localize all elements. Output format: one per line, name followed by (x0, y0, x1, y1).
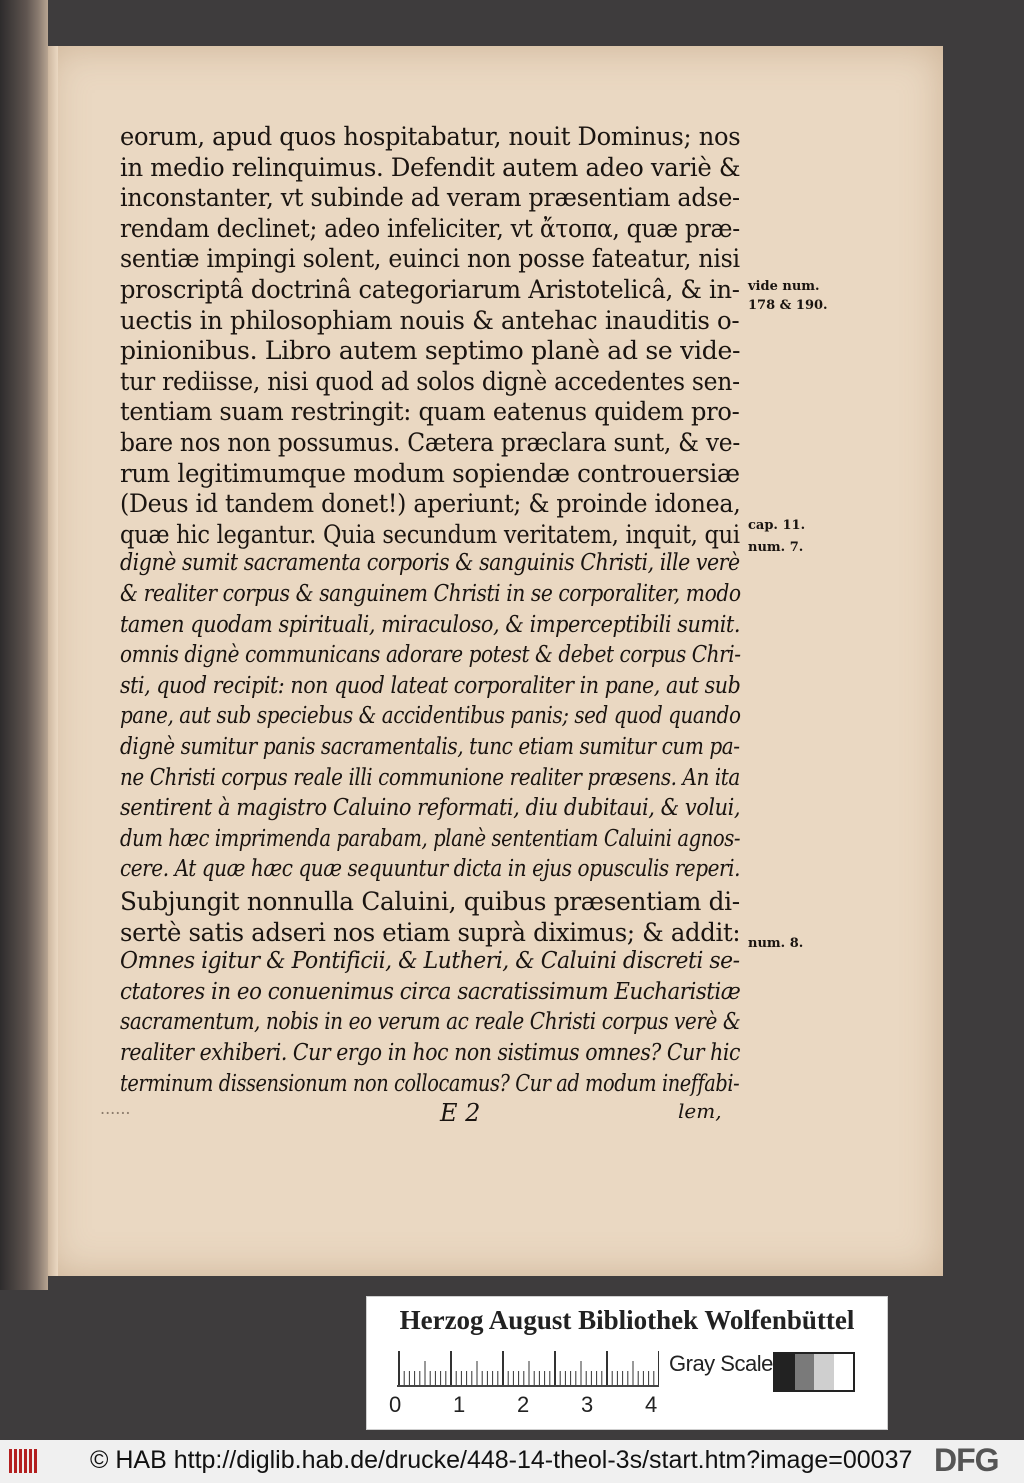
gray-swatch (834, 1354, 854, 1390)
library-name: Herzog August Bibliothek Wolfenbüttel (399, 1305, 855, 1335)
text-line: ne Christi corpus reale illi communione realiter præsens. An ita (120, 764, 740, 791)
book-page (48, 46, 943, 1276)
gray-swatch (795, 1354, 815, 1390)
margin-note: vide num. (748, 279, 820, 294)
text-line: sti, quod recipit: non quod lateat corporaliter in pane, aut sub (120, 672, 741, 699)
text-line: tamen quodam spirituali, miraculoso, & imperceptibili sumit. (120, 611, 741, 638)
text-line: sertè satis adseri nos etiam suprà diximus; & addit: (120, 917, 741, 947)
text-line: dignè sumit sacramenta corporis & sanguinis Christi, ille verè (120, 550, 740, 577)
ruler-number: 1 (453, 1392, 466, 1417)
ruler-number: 4 (645, 1392, 658, 1417)
footer-bar (0, 1440, 1024, 1483)
text-line: & realiter corpus & sanguinem Christi in se corporaliter, modo (120, 581, 741, 607)
previous-page-edge (0, 0, 48, 1290)
text-line: rendam declinet; adeo infeliciter, vt ἄτοπα, quæ præ- (120, 213, 740, 243)
gray-swatch (814, 1354, 834, 1390)
ruler-numbers (389, 1392, 689, 1418)
scale-ruler (397, 1349, 659, 1387)
text-line: cere. At quæ hæc quæ sequuntur dicta in ejus opusculis reperi. (120, 856, 741, 883)
text-line: eorum, apud quos hospitabatur, nouit Dominus; nos (120, 122, 741, 151)
text-line: Omnes igitur & Pontificii, & Lutheri, & Caluini discreti se- (120, 948, 740, 975)
text-line: quæ hic legantur. Quia secundum veritatem, inquit, qui (120, 519, 740, 549)
text-line: pinionibus. Libro autem septimo planè ad se vide- (120, 336, 741, 366)
text-line: tentiam suam restringit: quam eatenus quidem pro- (120, 397, 740, 427)
text-line: realiter exhiberi. Cur ergo in hoc non sistimus omnes? Cur hic (120, 1040, 740, 1066)
margin-note: cap. 11. (748, 518, 806, 533)
text-line: Subjungit nonnulla Caluini, quibus præsentiam di- (120, 887, 740, 916)
gray-scale-label: Gray Scale (669, 1351, 773, 1376)
hab-logo-icon (6, 1445, 42, 1477)
gray-scale-bar (773, 1352, 855, 1392)
text-line: dignè sumitur panis sacramentalis, tunc etiam sumitur cum pa- (120, 734, 740, 760)
text-line: ctatores in eo conuenimus circa sacratissimum Eucharistiæ (120, 978, 741, 1005)
copyright-url[interactable]: © HAB http://diglib.hab.de/drucke/448-14-theol-3s/start.htm?image=00037 (90, 1446, 913, 1474)
dfg-logo: DFG (934, 1442, 999, 1478)
text-line: in medio relinquimus. Defendit autem adeo variè & (120, 152, 741, 182)
margin-note: num. 7. (748, 540, 804, 555)
text-line: omnis dignè communicans adorare potest & debet corpus Chri- (120, 642, 741, 669)
text-line: rum legitimumque modum sopiendæ controuersiæ (120, 458, 740, 488)
text-line: proscriptâ doctrinâ categoriarum Aristotelicâ, & in- (120, 275, 740, 304)
ruler-number: 3 (581, 1392, 594, 1417)
margin-note: num. 8. (748, 936, 804, 951)
text-line: inconstanter, vt subinde ad veram præsentiam adse- (120, 183, 740, 213)
catchword: lem, (678, 1099, 722, 1123)
text-line: uectis in philosophiam nouis & antehac inauditis o- (120, 305, 740, 335)
text-line: bare nos non possumus. Cætera præclara sunt, & ve- (120, 428, 740, 457)
text-line: sentiæ impingi solent, euinci non posse fateatur, nisi (120, 244, 740, 274)
library-color-card (366, 1296, 888, 1430)
signature-mark: E 2 (440, 1099, 481, 1127)
margin-note: 178 & 190. (748, 298, 828, 313)
ruler-number: 2 (517, 1392, 530, 1417)
ruler-number: 0 (389, 1392, 402, 1417)
footer-marks: ...... (100, 1099, 131, 1118)
text-line: pane, aut sub speciebus & accidentibus panis; sed quod quando (120, 703, 741, 730)
text-line: dum hæc imprimenda parabam, planè sententiam Caluini agnos- (120, 825, 741, 852)
text-line: terminum dissensionum non collocamus? Cur ad modum ineffabi- (120, 1070, 740, 1097)
text-line: sentirent à magistro Caluino reformati, diu dubitaui, & volui, (120, 795, 741, 822)
text-line: (Deus id tandem donet!) aperiunt; & proinde idonea, (120, 489, 741, 519)
gray-swatch (775, 1354, 795, 1390)
text-line: sacramentum, nobis in eo verum ac reale Christi corpus verè & (120, 1009, 741, 1036)
page-gutter (48, 46, 58, 1276)
text-line: tur rediisse, nisi quod ad solos dignè accedentes sen- (120, 366, 740, 396)
